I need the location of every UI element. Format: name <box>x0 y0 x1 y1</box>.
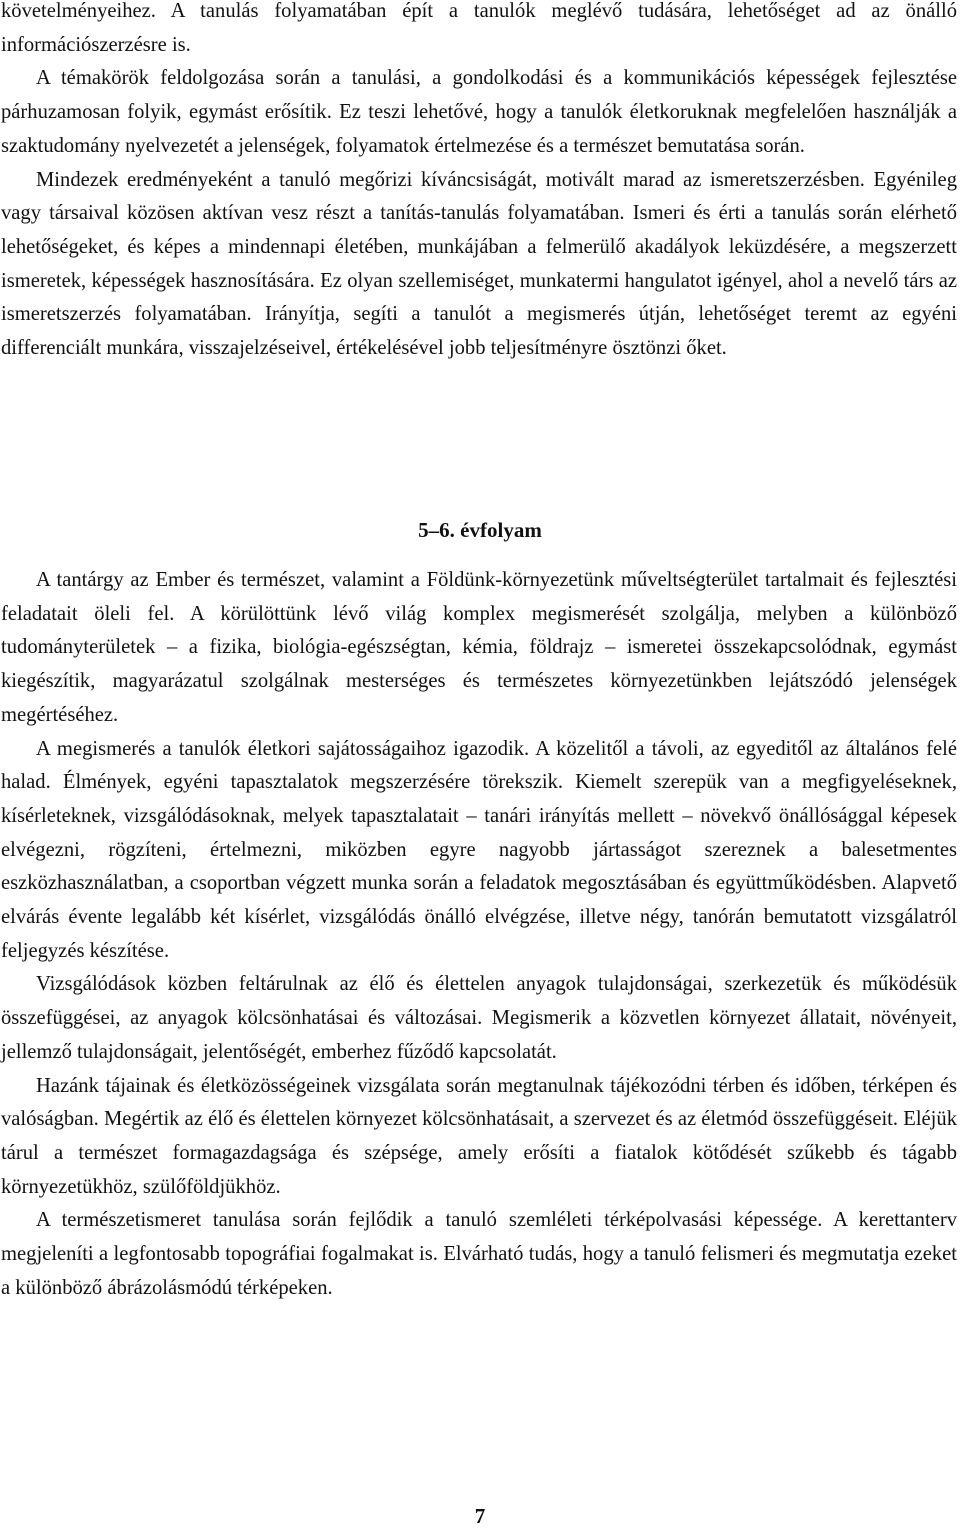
paragraph-continuation: követelményeihez. A tanulás folyamatában épít a tanulók meglévő tudására, lehetőséget ad az önálló információszerzésre is. <box>1 0 957 56</box>
section-heading: 5–6. évfolyam <box>418 518 542 542</box>
intro-section <box>1 0 957 366</box>
paragraph-results: Mindezek eredményeként a tanuló megőrizi kíváncsiságát, motivált marad az ismeretszerzésben. Egyénileg vagy társaival közösen aktívan vesz részt a tanítás-tanulás folyamatában. Ismeri és érti a tanulás során elérhető lehetőségeket, és képes a mindennapi életében, munkájában a felmerülő akadályok leküzdésére, a megszerzett ismeretek, képességek hasznosítására. Ez olyan szellemiséget, munkatermi hangulatot igényel, ahol a nevelő társ az ismeretszerzés folyamatában. Irányítja, segíti a tanulót a megismerés útján, lehetőséget teremt az egyéni differenciált munkára, visszajelzéseivel, értékelésével jobb teljesítményre ösztönzi őket. <box>1 168 957 360</box>
paragraph-skills: A témakörök feldolgozása során a tanulási, a gondolkodási és a kommunikációs képességek fejlesztése párhuzamosan folyik, egymást erősítik. Ez teszi lehetővé, hogy a tanulók életkoruknak megfelelően használják a szaktudomány nyelvezetét a jelenségek, folyamatok értelmezése és a természet bemutatása során. <box>1 67 957 157</box>
paragraph-landscapes: Hazánk tájainak és életközösségeinek vizsgálata során megtanulnak tájékozódni térben és időben, térképen és valóságban. Megértik az élő és élettelen környezet kölcsönhatásait, a szervezet és az életmód összefüggéseit. Eléjük tárul a természet formagazdagsága és szépsége, amely erősíti a fiatalok kötődését szűkebb és tágabb környezetükhöz, szülőföldjükhöz. <box>1 1074 957 1198</box>
paragraph-investigations: Vizsgálódások közben feltárulnak az élő és élettelen anyagok tulajdonságai, szerkezetük és működésük összefüggései, az anyagok kölcsönhatásai és változásai. Megismerik a közvetlen környezet állatait, növényeit, jellemző tulajdonságait, jelentőségét, emberhez fűződő kapcsolatát. <box>1 973 957 1063</box>
paragraph-map-reading: A természetismeret tanulása során fejlődik a tanuló szemléleti térképolvasási képessége. A kerettanterv megjeleníti a legfontosabb topográfiai fogalmakat is. Elvárható tudás, hogy a tanuló felismeri és megmutatja ezeket a különböző ábrázolásmódú térképeken. <box>1 1209 957 1299</box>
paragraph-subject-scope: A tantárgy az Ember és természet, valamint a Földünk-környezetünk műveltségterület tartalmait és fejlesztési feladatait öleli fel. A körülöttünk lévő világ komplex megismerését szolgálja, melyben a különböző tudományterületek – a fizika, biológia-egészségtan, kémia, földrajz – ismeretei összekapcsolódnak, egymást kiegészítik, magyarázatul szolgálnak mesterséges és természetes környezetünkben lejátszódó jelenségek megértéséhez. <box>1 569 957 726</box>
page-number: 7 <box>474 1504 486 1528</box>
grade-section <box>1 564 957 1305</box>
paragraph-learning-approach: A megismerés a tanulók életkori sajátosságaihoz igazodik. A közelitől a távoli, az egyeditől az általános felé halad. Élmények, egyéni tapasztalatok megszerzésére törekszik. Kiemelt szerepük van a megfigyeléseknek, kísérleteknek, vizsgálódásoknak, melyek tapasztalatait – tanári irányítás mellett – növekvő önállósággal képesek elvégezni, rögzíteni, értelmezni, miközben egyre nagyobb jártasságot szereznek a balesetmentes eszközhasználatban, a csoportban végzett munka során a feladatok megosztásában és együttműködésben. Alapvető elvárás évente legalább két kísérlet, vizsgálódás önálló elvégzése, illetve négy, tanórán bemutatott vizsgálatról feljegyzés készítése. <box>1 737 957 962</box>
